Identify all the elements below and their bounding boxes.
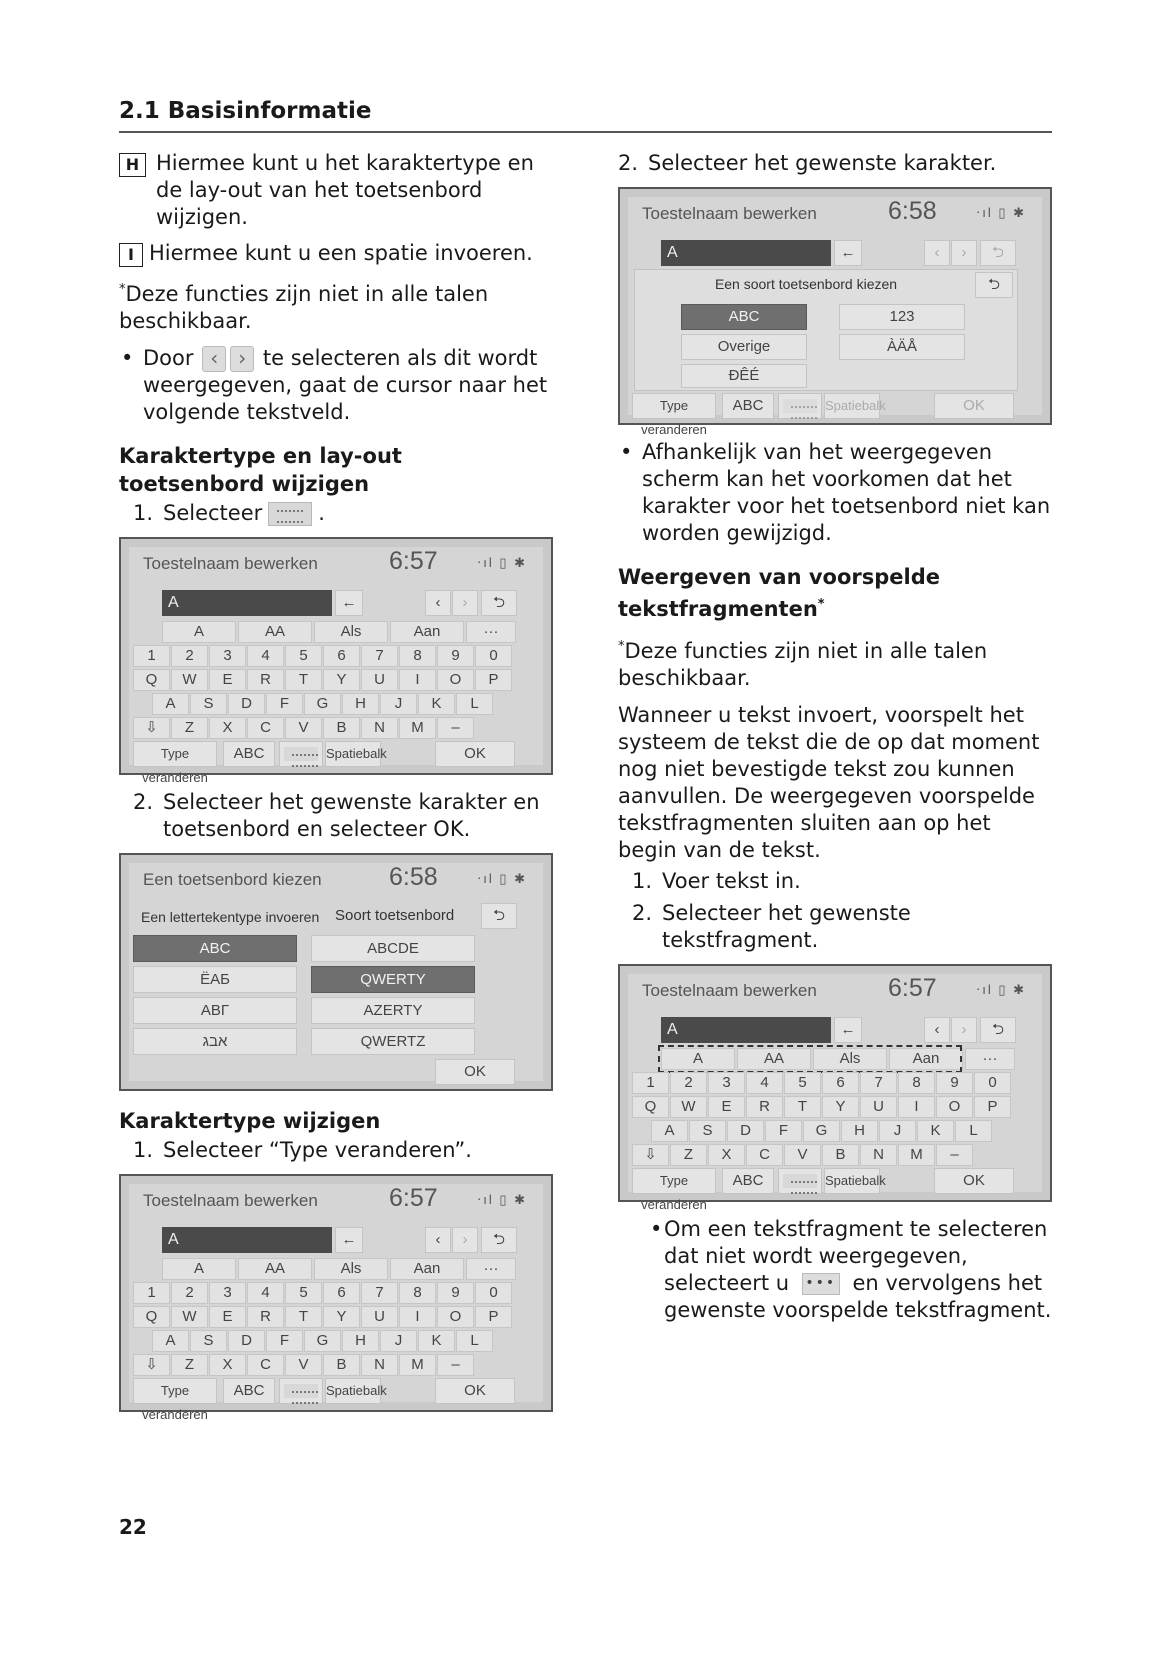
cursor-right-button[interactable]: › [452, 590, 478, 616]
prediction-item[interactable]: Aan [390, 621, 464, 643]
key[interactable]: 6 [323, 645, 360, 667]
key[interactable]: N [860, 1144, 897, 1166]
key[interactable]: Z [670, 1144, 707, 1166]
key-row-zxcv [632, 1144, 974, 1166]
key[interactable]: H [342, 1330, 379, 1352]
key[interactable]: S [190, 1330, 227, 1352]
char-type-header: Een lettertekentype invoeren [141, 909, 320, 925]
type-change-bullet: • Afhankelijk van het weergegeven scherm kan het voorkomen dat het karakter voor het toetsenbord niet kan worden gewijzigd. [620, 440, 1051, 545]
keyboard-layout-option[interactable]: AZERTY [311, 997, 475, 1024]
key[interactable]: R [247, 1306, 284, 1328]
keyboard-type-header: Soort toetsenbord [335, 907, 455, 924]
step-select-fragment: 2. Selecteer het gewenste tekstfragment. [631, 901, 911, 952]
char-type-option[interactable]: ÐÊÉ [681, 364, 807, 388]
ok-button[interactable]: OK [435, 1059, 515, 1085]
key[interactable]: 0 [475, 645, 512, 667]
keyboard-layout-option[interactable]: ABCDE [311, 935, 475, 962]
key[interactable]: S [190, 693, 227, 715]
key[interactable]: L [456, 693, 493, 715]
key[interactable]: X [209, 1354, 246, 1376]
prediction-paragraph: Wanneer u tekst invoert, voorspelt het systeem de tekst die de op dat moment nog niet bevestigde tekst zou kunnen aanvullen. De weergegeven voorspelde tekstfragmenten sluiten aan op het begin van de tekst. [618, 703, 1040, 862]
key-row-numbers [632, 1072, 1012, 1094]
clock: 6:58 [389, 863, 438, 891]
subheading-predictions: Weergeven van voorspelde tekstfragmenten* [618, 565, 940, 621]
cursor-right-button[interactable]: › [951, 1017, 977, 1043]
status-icons: ⋅ıl ▯ ✱ [976, 205, 1026, 220]
key[interactable]: Y [323, 669, 360, 691]
text-input[interactable]: A [162, 1227, 332, 1253]
prediction-highlight [658, 1045, 962, 1073]
prediction-row [162, 1258, 518, 1280]
key[interactable]: 7 [361, 645, 398, 667]
key[interactable]: C [247, 717, 284, 739]
abc-button[interactable]: ABC [223, 1378, 275, 1404]
key[interactable]: E [708, 1096, 745, 1118]
backspace-button[interactable]: ← [335, 590, 363, 616]
key[interactable]: Q [133, 1306, 170, 1328]
key[interactable]: J [380, 693, 417, 715]
prediction-item[interactable]: Aan [889, 1048, 963, 1070]
key[interactable]: B [323, 1354, 360, 1376]
heading-divider [119, 131, 1052, 133]
key[interactable]: 9 [437, 645, 474, 667]
key[interactable]: Y [822, 1096, 859, 1118]
key[interactable]: 0 [475, 1282, 512, 1304]
screen-title: Toestelnaam bewerken [143, 1191, 318, 1210]
key[interactable]: F [765, 1120, 802, 1142]
text-input[interactable]: A [162, 590, 332, 616]
more-predictions-button[interactable]: ··· [466, 1258, 516, 1280]
cursor-bullet: • Door ‹ › te selecteren als dit wordt weergegeven, gaat de cursor naar het volgende tekstveld. [121, 346, 548, 424]
subheading-change-type: Karaktertype wijzigen [119, 1109, 381, 1133]
key[interactable]: 9 [936, 1072, 973, 1094]
ok-button[interactable]: OK [934, 393, 1014, 419]
key[interactable]: – [437, 717, 474, 739]
prediction-item[interactable]: Als [813, 1048, 887, 1070]
char-type-option[interactable]: ABC [681, 304, 807, 330]
prediction-item[interactable]: Aan [390, 1258, 464, 1280]
key[interactable]: 3 [708, 1072, 745, 1094]
prediction-item[interactable]: A [661, 1048, 735, 1070]
key[interactable]: 5 [784, 1072, 821, 1094]
key[interactable]: B [323, 717, 360, 739]
key-row-qwerty [133, 669, 513, 691]
char-type-option[interactable]: ÀÄÅ [839, 334, 965, 360]
key[interactable]: E [209, 669, 246, 691]
status-icons: ⋅ıl ▯ ✱ [477, 555, 527, 570]
abc-button[interactable]: ABC [722, 1168, 774, 1194]
keyboard-icon [284, 747, 318, 761]
availability-note: *Deze functies zijn niet in alle talen beschikbaar. [119, 282, 489, 333]
key[interactable]: H [841, 1120, 878, 1142]
key[interactable]: 5 [285, 645, 322, 667]
more-dots-icon: ••• [802, 1273, 840, 1295]
type-change-button[interactable]: Type veranderen [133, 1378, 217, 1404]
key[interactable]: T [285, 1306, 322, 1328]
left-column [119, 150, 553, 1426]
key[interactable]: 6 [822, 1072, 859, 1094]
key[interactable]: R [746, 1096, 783, 1118]
more-fragments-bullet: • Om een tekstfragment te selecteren dat niet wordt weergegeven, selecteert u ••• en vervolgens het gewenste voorspelde tekstfragment. [650, 1217, 1052, 1322]
key[interactable]: D [727, 1120, 764, 1142]
section-title: 2.1 Basisinformatie [119, 98, 372, 124]
screenshot-type-select [618, 187, 1052, 437]
status-icons: ⋅ıl ▯ ✱ [976, 982, 1026, 997]
keyboard-icon [783, 399, 817, 413]
key[interactable]: M [898, 1144, 935, 1166]
key[interactable]: I [399, 669, 436, 691]
right-arrow-icon: › [230, 346, 254, 372]
key[interactable]: P [475, 1306, 512, 1328]
key[interactable]: 0 [974, 1072, 1011, 1094]
step-select-character-keyboard: 2. Selecteer het gewenste karakter en toetsenbord en selecteer OK. [132, 790, 540, 841]
char-type-option[interactable]: 123 [839, 304, 965, 330]
screen-title: Een toetsenbord kiezen [143, 870, 322, 889]
key-row-numbers [133, 645, 513, 667]
char-type-option[interactable]: Overige [681, 334, 807, 360]
key[interactable]: T [285, 669, 322, 691]
key[interactable]: M [399, 1354, 436, 1376]
shift-key[interactable]: ⇩ [133, 717, 170, 739]
key-row-zxcv [133, 717, 475, 739]
type-dialog [634, 269, 1018, 391]
return-button[interactable]: ⮌ [481, 903, 517, 929]
key[interactable]: W [670, 1096, 707, 1118]
keyboard-icon [783, 1174, 817, 1188]
key[interactable]: K [917, 1120, 954, 1142]
cursor-left-button[interactable]: ‹ [924, 240, 950, 266]
key[interactable]: O [437, 669, 474, 691]
key[interactable]: I [898, 1096, 935, 1118]
key[interactable]: X [708, 1144, 745, 1166]
key[interactable]: L [955, 1120, 992, 1142]
i-text: Hiermee kunt u een spatie invoeren. [149, 241, 533, 265]
backspace-button[interactable]: ← [335, 1227, 363, 1253]
key[interactable]: J [879, 1120, 916, 1142]
key[interactable]: U [361, 669, 398, 691]
prediction-item[interactable]: Als [314, 1258, 388, 1280]
prediction-item[interactable]: A [162, 621, 236, 643]
type-change-button[interactable]: Type veranderen [632, 393, 716, 419]
h-description [119, 150, 553, 231]
key[interactable]: M [399, 717, 436, 739]
keyboard-icon [268, 502, 312, 526]
keyboard-icon [284, 1384, 318, 1398]
key[interactable]: D [228, 1330, 265, 1352]
key[interactable]: 4 [247, 1282, 284, 1304]
key[interactable]: V [285, 1354, 322, 1376]
key[interactable]: G [803, 1120, 840, 1142]
keyboard-layout-button[interactable] [279, 1378, 323, 1404]
key[interactable]: 8 [898, 1072, 935, 1094]
key-row-qwerty [133, 1306, 513, 1328]
screenshot-edit-1 [119, 537, 553, 785]
prediction-row [162, 621, 518, 643]
key[interactable]: 3 [209, 1282, 246, 1304]
subheading-change-layout: Karaktertype en lay-out toetsenbord wijzigen [119, 444, 402, 496]
step-select-keyboard: 1. Selecteer . [132, 501, 325, 525]
key[interactable]: O [437, 1306, 474, 1328]
key[interactable]: C [247, 1354, 284, 1376]
more-predictions-button[interactable]: ··· [965, 1048, 1015, 1070]
clock: 6:57 [389, 1184, 438, 1212]
key[interactable]: U [361, 1306, 398, 1328]
space-button[interactable]: Spatiebalk [325, 741, 381, 767]
keyboard-layout-button[interactable] [279, 741, 323, 767]
key[interactable]: T [784, 1096, 821, 1118]
key-row-asdf [152, 693, 494, 715]
screen-title: Toestelnaam bewerken [642, 981, 817, 1000]
key[interactable]: L [456, 1330, 493, 1352]
key[interactable]: X [209, 717, 246, 739]
key[interactable]: 8 [399, 645, 436, 667]
char-type-option[interactable]: ABC [133, 935, 297, 962]
keyboard-layout-option[interactable]: QWERTY [311, 966, 475, 993]
key[interactable]: 2 [670, 1072, 707, 1094]
text-input[interactable]: A [661, 240, 831, 266]
screen-title: Toestelnaam bewerken [642, 204, 817, 223]
key[interactable]: E [209, 1306, 246, 1328]
backspace-button[interactable]: ← [834, 240, 862, 266]
key[interactable]: W [171, 1306, 208, 1328]
text-input[interactable]: A [661, 1017, 831, 1043]
ok-button[interactable]: OK [435, 741, 515, 767]
ok-button[interactable]: OK [435, 1378, 515, 1404]
key[interactable]: 7 [361, 1282, 398, 1304]
dialog-return-button[interactable]: ⮌ [975, 272, 1013, 298]
prediction-item[interactable]: AA [238, 1258, 312, 1280]
key[interactable]: P [974, 1096, 1011, 1118]
i-key-label: I [119, 243, 143, 267]
key[interactable]: 1 [133, 645, 170, 667]
screen-title: Toestelnaam bewerken [143, 554, 318, 573]
i-description [119, 240, 553, 267]
space-button[interactable]: Spatiebalk [824, 393, 880, 419]
char-type-option[interactable]: ΑΒΓ [133, 997, 297, 1024]
abc-button[interactable]: ABC [223, 741, 275, 767]
key-row-qwerty [632, 1096, 1012, 1118]
page-number: 22 [119, 1515, 147, 1539]
cursor-left-button[interactable]: ‹ [924, 1017, 950, 1043]
key-row-numbers [133, 1282, 513, 1304]
dialog-title: Een soort toetsenbord kiezen [714, 276, 898, 292]
key[interactable]: 4 [746, 1072, 783, 1094]
key[interactable]: G [304, 1330, 341, 1352]
h-key-label: H [119, 153, 146, 177]
key[interactable]: N [361, 1354, 398, 1376]
status-icons: ⋅ıl ▯ ✱ [477, 871, 527, 886]
key[interactable]: R [247, 669, 284, 691]
left-arrow-icon: ‹ [202, 346, 226, 372]
type-change-button[interactable]: Type veranderen [632, 1168, 716, 1194]
space-button[interactable]: Spatiebalk [824, 1168, 880, 1194]
key[interactable]: D [228, 693, 265, 715]
key[interactable]: – [437, 1354, 474, 1376]
key[interactable]: – [936, 1144, 973, 1166]
key[interactable]: 1 [632, 1072, 669, 1094]
key[interactable]: S [689, 1120, 726, 1142]
ok-button[interactable]: OK [934, 1168, 1014, 1194]
screenshot-edit-predictions [618, 964, 1052, 1212]
char-type-option[interactable]: ЁАБ [133, 966, 297, 993]
abc-button[interactable]: ABC [722, 393, 774, 419]
key[interactable]: 2 [171, 1282, 208, 1304]
key[interactable]: G [304, 693, 341, 715]
key[interactable]: I [399, 1306, 436, 1328]
right-column [618, 150, 1052, 1336]
key[interactable]: 5 [285, 1282, 322, 1304]
key-row-asdf [152, 1330, 494, 1352]
key[interactable]: 3 [209, 645, 246, 667]
key-row-zxcv [133, 1354, 475, 1376]
key[interactable]: N [361, 717, 398, 739]
cursor-left-button[interactable]: ‹ [425, 590, 451, 616]
key[interactable]: O [936, 1096, 973, 1118]
key[interactable]: Q [133, 669, 170, 691]
key[interactable]: V [285, 717, 322, 739]
keyboard-layout-button[interactable] [778, 393, 822, 419]
step-select-character: 2. Selecteer het gewenste karakter. [618, 151, 997, 175]
shift-key[interactable]: ⇩ [133, 1354, 170, 1376]
key[interactable]: B [822, 1144, 859, 1166]
return-button[interactable]: ⮌ [980, 240, 1016, 266]
return-button[interactable]: ⮌ [481, 590, 517, 616]
h-text: Hiermee kunt u het karaktertype en de lay-out van het toetsenbord wijzigen. [156, 151, 534, 229]
char-type-option[interactable]: אבג [133, 1028, 297, 1055]
prediction-item[interactable]: Als [314, 621, 388, 643]
cursor-right-button[interactable]: › [452, 1227, 478, 1253]
clock: 6:57 [389, 547, 438, 575]
keyboard-layout-button[interactable] [778, 1168, 822, 1194]
availability-note: *Deze functies zijn niet in alle talen beschikbaar. [618, 639, 988, 690]
key[interactable]: A [651, 1120, 688, 1142]
key[interactable]: V [784, 1144, 821, 1166]
return-button[interactable]: ⮌ [481, 1227, 517, 1253]
key[interactable]: H [342, 693, 379, 715]
cursor-left-button[interactable]: ‹ [425, 1227, 451, 1253]
key[interactable]: F [266, 1330, 303, 1352]
step-select-type-change: 1. Selecteer “Type veranderen”. [132, 1138, 472, 1162]
key[interactable]: Z [171, 717, 208, 739]
key[interactable]: J [380, 1330, 417, 1352]
prediction-item[interactable]: AA [737, 1048, 811, 1070]
backspace-button[interactable]: ← [834, 1017, 862, 1043]
clock: 6:58 [888, 197, 937, 225]
key[interactable]: P [475, 669, 512, 691]
step-enter-text: 1. Voer tekst in. [631, 869, 801, 893]
return-button[interactable]: ⮌ [980, 1017, 1016, 1043]
cursor-right-button[interactable]: › [951, 240, 977, 266]
key[interactable]: Z [171, 1354, 208, 1376]
key[interactable]: A [152, 1330, 189, 1352]
key[interactable]: 7 [860, 1072, 897, 1094]
key[interactable]: A [152, 693, 189, 715]
screenshot-edit-2 [119, 1174, 553, 1422]
keyboard-layout-option[interactable]: QWERTZ [311, 1028, 475, 1055]
key[interactable]: U [860, 1096, 897, 1118]
status-icons: ⋅ıl ▯ ✱ [477, 1192, 527, 1207]
key[interactable]: K [418, 693, 455, 715]
key[interactable]: C [746, 1144, 783, 1166]
screenshot-keyboard-select [119, 853, 553, 1091]
key[interactable]: K [418, 1330, 455, 1352]
key[interactable]: 9 [437, 1282, 474, 1304]
more-predictions-button[interactable]: ··· [466, 621, 516, 643]
key[interactable]: Y [323, 1306, 360, 1328]
key-row-asdf [651, 1120, 993, 1142]
space-button[interactable]: Spatiebalk [325, 1378, 381, 1404]
key[interactable]: W [171, 669, 208, 691]
shift-key[interactable]: ⇩ [632, 1144, 669, 1166]
key[interactable]: 1 [133, 1282, 170, 1304]
prediction-item[interactable]: A [162, 1258, 236, 1280]
key[interactable]: 2 [171, 645, 208, 667]
key[interactable]: Q [632, 1096, 669, 1118]
clock: 6:57 [888, 974, 937, 1002]
type-change-button[interactable]: Type veranderen [133, 741, 217, 767]
key[interactable]: F [266, 693, 303, 715]
key[interactable]: 8 [399, 1282, 436, 1304]
prediction-item[interactable]: AA [238, 621, 312, 643]
key[interactable]: 6 [323, 1282, 360, 1304]
key[interactable]: 4 [247, 645, 284, 667]
